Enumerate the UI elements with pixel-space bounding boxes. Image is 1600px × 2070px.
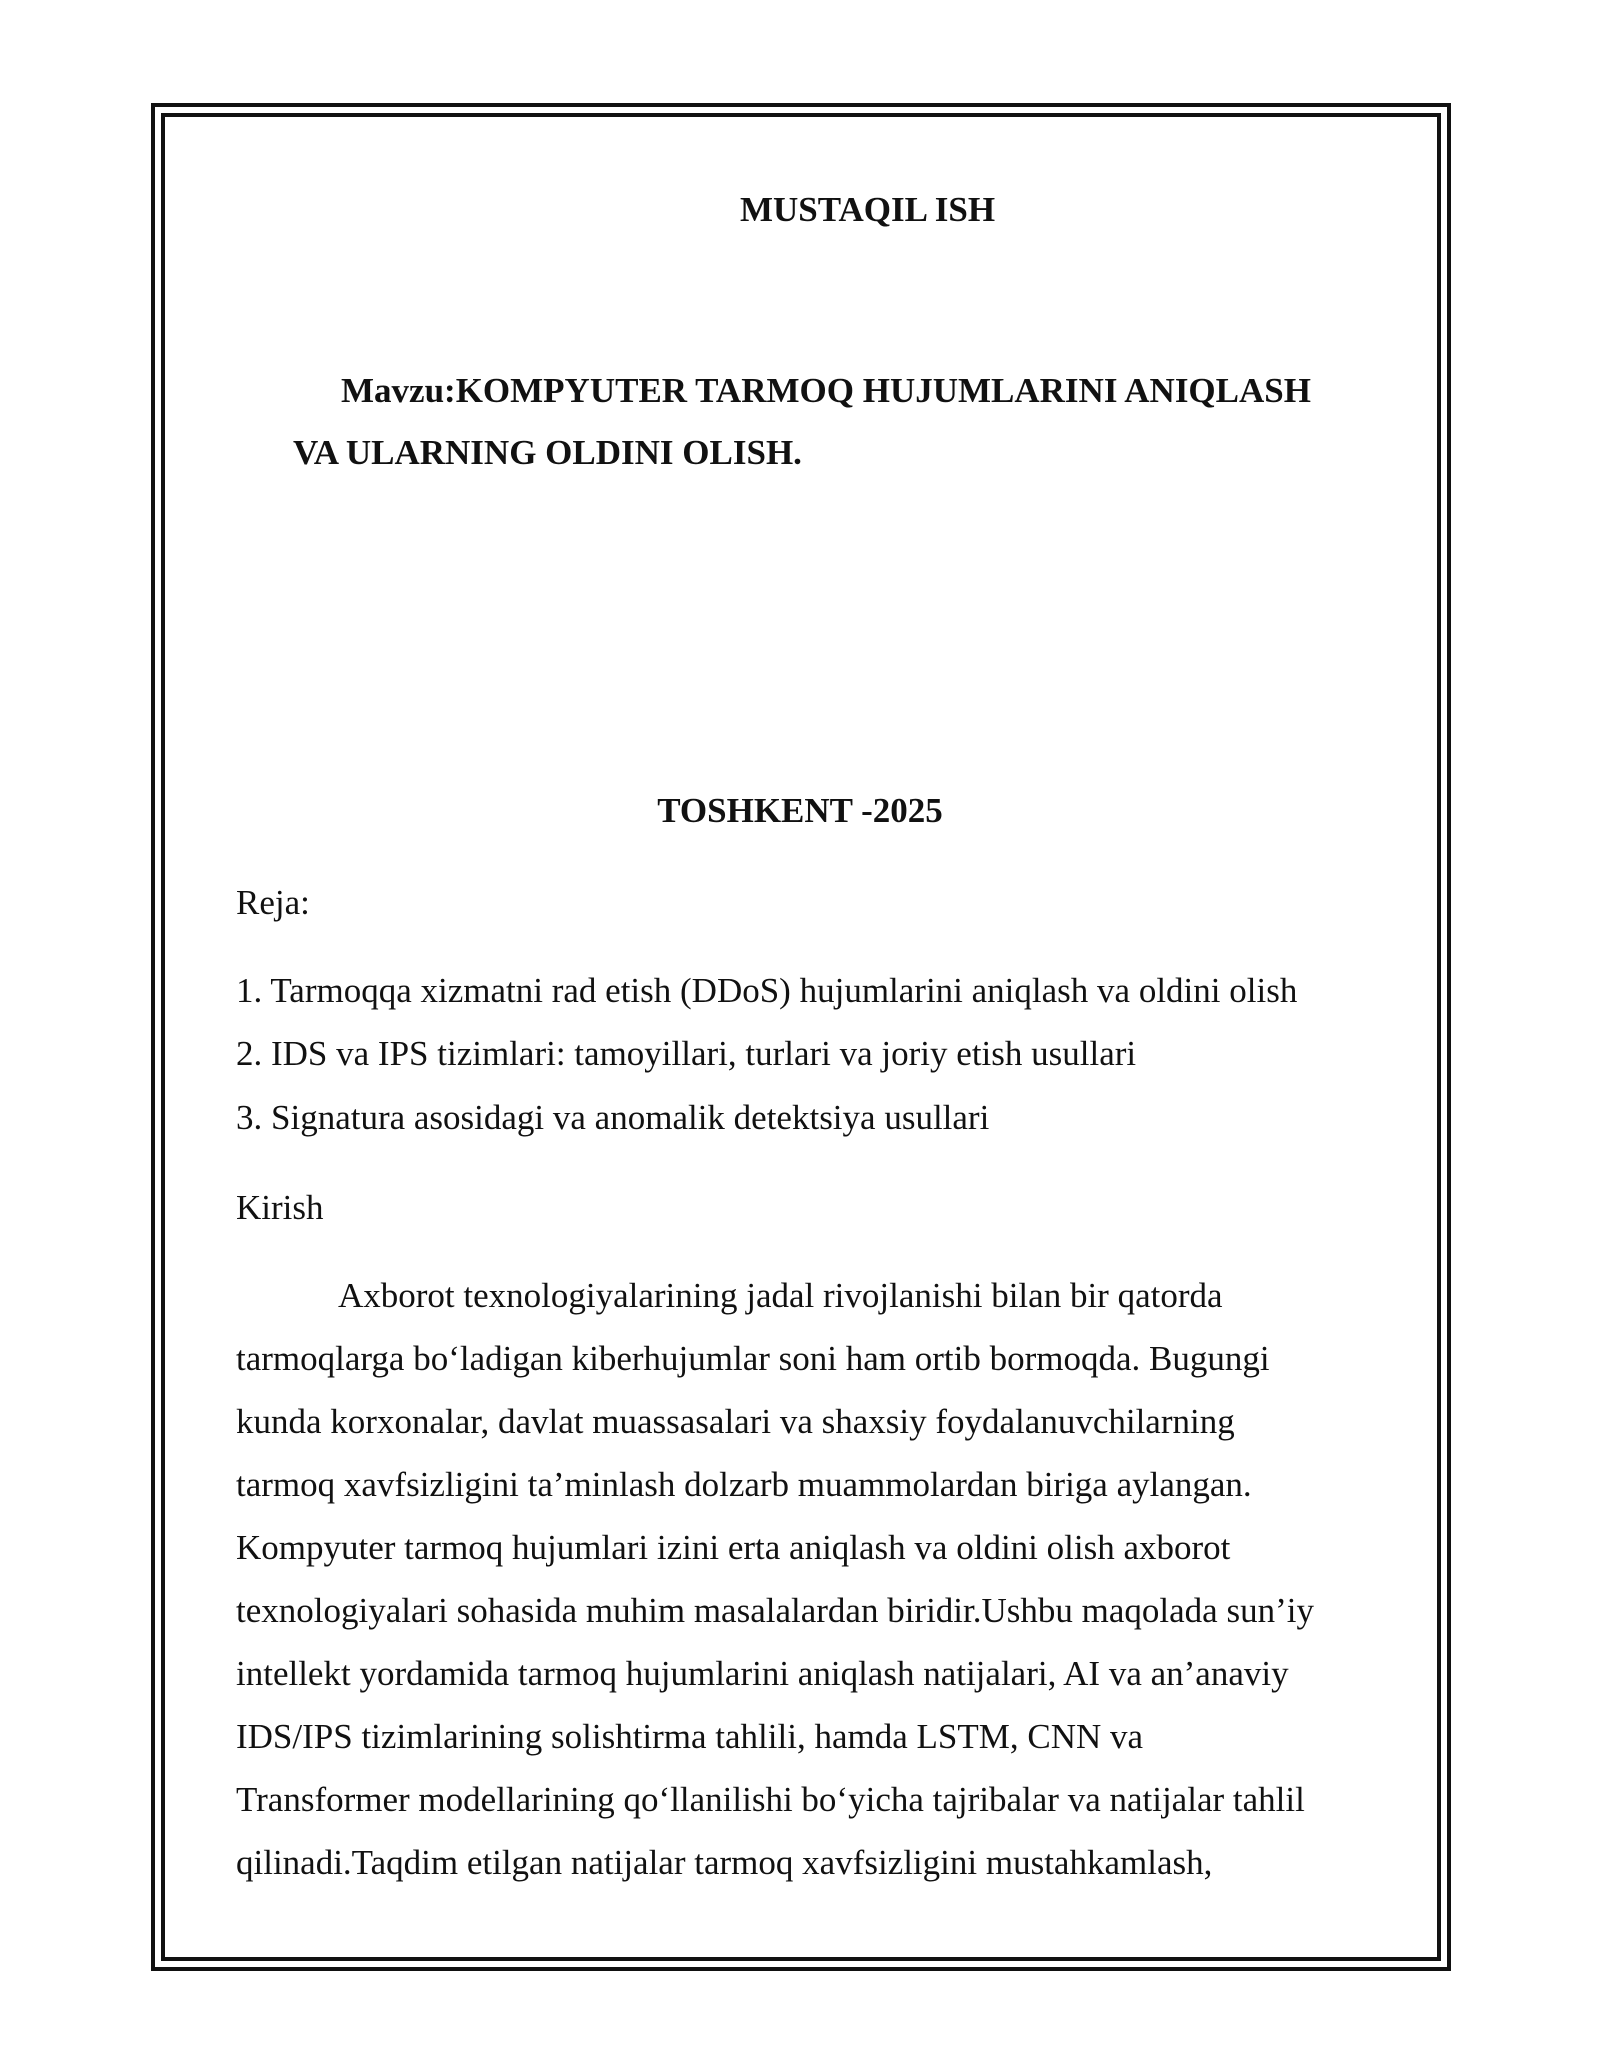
intro-paragraph-line: intellekt yordamida tarmoq hujumlarini aniqlash natijalari, AI va an’anaviy xyxy=(236,1654,1289,1693)
intro-paragraph-line: qilinadi.Taqdim etilgan natijalar tarmoq xavfsizligini mustahkamlash, xyxy=(236,1843,1213,1882)
intro-paragraph-line: Kompyuter tarmoq hujumlari izini erta aniqlash va oldini olish axborot xyxy=(236,1528,1231,1567)
intro-paragraph-line: texnologiyalari sohasida muhim masalalardan biridir.Ushbu maqolada sun’iy xyxy=(236,1591,1314,1630)
plan-item: 1. Tarmoqqa xizmatni rad etish (DDoS) hujumlarini aniqlash va oldini olish xyxy=(236,971,1298,1010)
topic-line-1: Mavzu:KOMPYUTER TARMOQ HUJUMLARINI ANIQLASH xyxy=(341,371,1311,410)
plan-item: 2. IDS va IPS tizimlari: tamoyillari, turlari va joriy etish usullari xyxy=(236,1034,1137,1073)
intro-paragraph-line: IDS/IPS tizimlarining solishtirma tahlili, hamda LSTM, CNN va xyxy=(236,1717,1144,1756)
intro-paragraph-line: kunda korxonalar, davlat muassasalari va shaxsiy foydalanuvchilarning xyxy=(236,1402,1235,1441)
intro-paragraph-line: tarmoq xavfsizligini ta’minlash dolzarb muammolardan biriga aylangan. xyxy=(236,1465,1252,1504)
intro-heading: Kirish xyxy=(236,1188,324,1227)
intro-paragraph-line: tarmoqlarga bo‘ladigan kiberhujumlar soni ham ortib bormoqda. Bugungi xyxy=(236,1339,1270,1378)
plan-heading: Reja: xyxy=(236,883,310,922)
intro-paragraph-line: Axborot texnologiyalarining jadal rivojlanishi bilan bir qatorda xyxy=(338,1276,1223,1315)
topic-line-2: VA ULARNING OLDINI OLISH. xyxy=(293,433,802,472)
document-title: MUSTAQIL ISH xyxy=(739,190,996,229)
plan-item: 3. Signatura asosidagi va anomalik detektsiya usullari xyxy=(236,1098,990,1137)
place-and-year: TOSHKENT -2025 xyxy=(657,791,943,830)
intro-paragraph-line: Transformer modellarining qo‘llanilishi bo‘yicha tajribalar va natijalar tahlil xyxy=(236,1780,1305,1819)
